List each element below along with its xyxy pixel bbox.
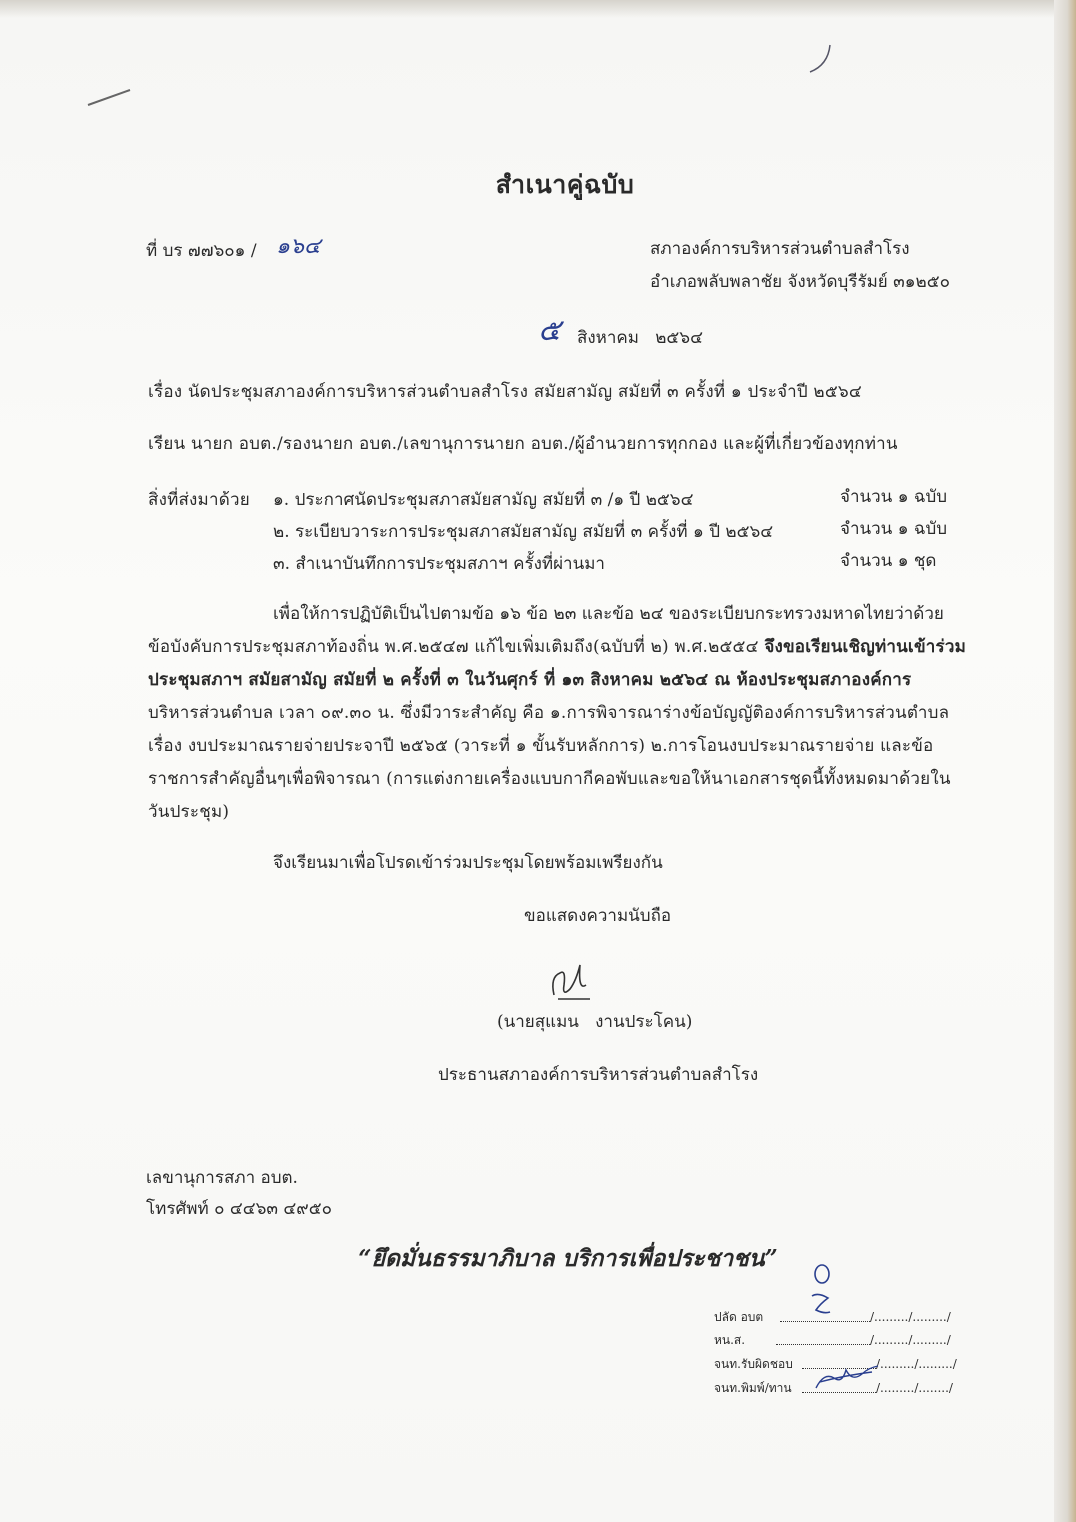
- contact-phone: โทรศัพท์ ๐ ๔๔๖๓ ๔๙๕๐: [146, 1199, 332, 1219]
- routing-label: จนท.พิมพ์/ทาน: [714, 1381, 792, 1395]
- routing-label: จนท.รับผิดชอบ: [714, 1357, 793, 1371]
- closing-regards: ขอแสดงความนับถือ: [524, 906, 672, 926]
- routing-date-slots: /........./........./: [876, 1357, 957, 1371]
- routing-blank-line: [776, 1332, 870, 1345]
- handwritten-signature: [540, 955, 600, 1005]
- enclosure-quantity: จำนวน ๑ ฉบับ: [840, 519, 948, 539]
- contact-office: เลขานุการสภา อบต.: [146, 1168, 298, 1188]
- routing-date-slots: /........./........./: [870, 1333, 951, 1347]
- recipient-line: เรียน นายก อบต./รองนายก อบต./เลขานุการนายก อบต./ผู้อำนวยการทุกกอง และผู้ที่เกี่ยวข้องทุกท่าน: [148, 434, 898, 454]
- date-month-year: สิงหาคม ๒๕๖๔: [577, 328, 703, 348]
- enclosure-item: ๑. ประกาศนัดประชุมสภาสมัยสามัญ สมัยที่ ๓ /๑ ปี ๒๕๖๔: [273, 490, 694, 510]
- pen-mark-top-left: [80, 60, 140, 110]
- body-text-bold: จึงขอเรียนเชิญท่านเข้าร่วม: [764, 637, 966, 657]
- signer-name: (นายสุแมน งานประโคน): [497, 1012, 693, 1032]
- enclosure-quantity: จำนวน ๑ ชุด: [840, 551, 937, 571]
- handwritten-routing-signature: [812, 1352, 882, 1396]
- slogan: “ยึดมั่นธรรมาภิบาล บริการเพื่อประชาชน”: [358, 1245, 778, 1272]
- pen-mark-top-right: [800, 40, 840, 80]
- body-paragraph-line: บริหารส่วนตำบล เวลา ๐๙.๓๐ น. ซึ่งมีวาระสำคัญ คือ ๑.การพิจารณาร่างข้อบัญญัติองค์การบริหารส่วนตำบล: [148, 703, 950, 723]
- routing-label: ปลัด อบต: [714, 1310, 764, 1324]
- body-text-regular: ข้อบังคับการประชุมสภาท้องถิ่น พ.ศ.๒๕๔๗ แก้ไขเพิ่มเติมถึง(ฉบับที่ ๒) พ.ศ.๒๕๕๔: [148, 637, 765, 657]
- page-top-shadow: [0, 0, 1076, 18]
- routing-date-slots: /........./........./: [870, 1310, 951, 1324]
- body-paragraph-line: เพื่อให้การปฏิบัติเป็นไปตามข้อ ๑๖ ข้อ ๒๓ และข้อ ๒๔ ของระเบียบกระทรวงมหาดไทยว่าด้วย: [273, 604, 944, 624]
- reference-number-label: ที่ บร ๗๗๖๐๑ /: [146, 241, 257, 261]
- enclosure-item: ๒. ระเบียบวาระการประชุมสภาสมัยสามัญ สมัยที่ ๓ ครั้งที่ ๑ ปี ๒๕๖๔: [273, 522, 774, 542]
- subject-line: เรื่อง นัดประชุมสภาองค์การบริหารส่วนตำบลสำโรง สมัยสามัญ สมัยที่ ๓ ครั้งที่ ๑ ประจำปี ๒๕๖๔: [148, 382, 862, 402]
- paper-stack-edge: [1054, 0, 1076, 1522]
- handwritten-reference-number: ๑๖๔: [276, 234, 321, 259]
- routing-blank-line: [780, 1309, 870, 1322]
- handwritten-date-day: ๕: [538, 313, 561, 348]
- org-name: สภาองค์การบริหารส่วนตำบลสำโรง: [650, 239, 910, 259]
- enclosure-quantity: จำนวน ๑ ฉบับ: [840, 487, 948, 507]
- body-paragraph-line: [148, 636, 966, 658]
- body-paragraph-line: เรื่อง งบประมาณรายจ่ายประจาปี ๒๕๖๕ (วาระที่ ๑ ขั้นรับหลักการ) ๒.การโอนงบประมาณรายจ่าย และข้อ: [148, 736, 934, 756]
- enclosure-item: ๓. สำเนาบันทึกการประชุมสภาฯ ครั้งที่ผ่านมา: [273, 554, 605, 574]
- routing-label: หน.ส.: [714, 1333, 746, 1347]
- document-title: สำเนาคู่ฉบับ: [495, 170, 635, 199]
- body-paragraph-line: ประชุมสภาฯ สมัยสามัญ สมัยที่ ๒ ครั้งที่ ๓ ในวันศุกร์ ที่ ๑๓ สิงหาคม ๒๕๖๔ ณ ห้องประชุมสภาองค์การ: [148, 670, 912, 690]
- body-paragraph-line: วันประชุม): [148, 802, 230, 822]
- routing-date-slots: /........./......../: [876, 1381, 953, 1395]
- org-address: อำเภอพลับพลาชัย จังหวัดบุรีรัมย์ ๓๑๒๕๐: [650, 272, 951, 292]
- signer-title: ประธานสภาองค์การบริหารส่วนตำบลสำโรง: [438, 1065, 759, 1085]
- body-paragraph-line: ราชการสำคัญอื่นๆเพื่อพิจารณา (การแต่งกายเครื่องแบบกากีคอพับและขอให้นาเอกสารชุดนี้ทั้งหมดมาด้วยใน: [148, 769, 951, 789]
- enclosures-label: สิ่งที่ส่งมาด้วย: [148, 490, 250, 510]
- closing-request: จึงเรียนมาเพื่อโปรดเข้าร่วมประชุมโดยพร้อมเพรียงกัน: [273, 853, 663, 873]
